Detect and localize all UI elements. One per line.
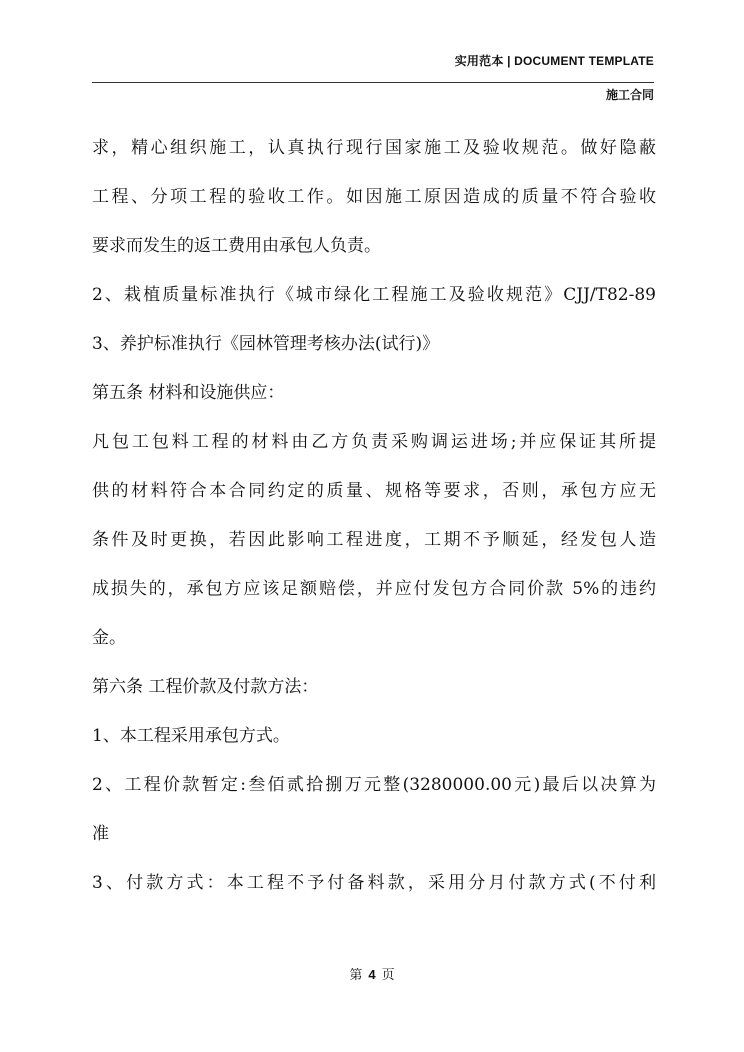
body-line: 准 [92, 824, 109, 844]
body-line: 凡包工包料工程的材料由乙方负责采购调运进场;并应保证其所提 [92, 432, 656, 452]
body-line: 金。 [92, 628, 126, 648]
page-footer [0, 964, 744, 983]
page-number: 4 [368, 967, 376, 982]
section-heading: 第五条 材料和设施供应： [92, 383, 285, 403]
body-line: 要求而发生的返工费用由承包人负责。 [92, 236, 381, 256]
document-body [92, 138, 656, 922]
body-line: 成损失的，承包方应该足额赔偿，并应付发包方合同价款 5%的违约 [92, 579, 656, 599]
header-divider [92, 82, 654, 83]
header-subtitle: 施工合同 [605, 88, 654, 102]
body-line: 2、工程价款暂定:叁佰贰拾捌万元整(3280000.00元)最后以决算为 [92, 775, 656, 795]
body-line: 条件及时更换，若因此影响工程进度，工期不予顺延，经发包人造 [92, 530, 656, 550]
page-header [92, 52, 654, 108]
body-line: 2、栽植质量标准执行《城市绿化工程施工及验收规范》CJJ/T82-89 [92, 285, 656, 305]
body-line: 工程、分项工程的验收工作。如因施工原因造成的质量不符合验收 [92, 187, 656, 207]
body-line: 3、养护标准执行《园林管理考核办法(试行)》 [92, 334, 440, 354]
body-line: 求，精心组织施工，认真执行现行国家施工及验收规范。做好隐蔽 [92, 138, 656, 158]
body-line: 1、本工程采用承包方式。 [92, 726, 290, 746]
body-line: 供的材料符合本合同约定的质量、规格等要求，否则，承包方应无 [92, 481, 656, 501]
section-heading: 第六条 工程价款及付款方法： [92, 677, 319, 697]
page-prefix: 第 [349, 968, 363, 983]
body-line: 3、付款方式：本工程不予付备料款，采用分月付款方式(不付利 [92, 873, 656, 893]
page-suffix: 页 [381, 968, 395, 983]
header-title: 实用范本 | DOCUMENT TEMPLATE [454, 54, 654, 68]
